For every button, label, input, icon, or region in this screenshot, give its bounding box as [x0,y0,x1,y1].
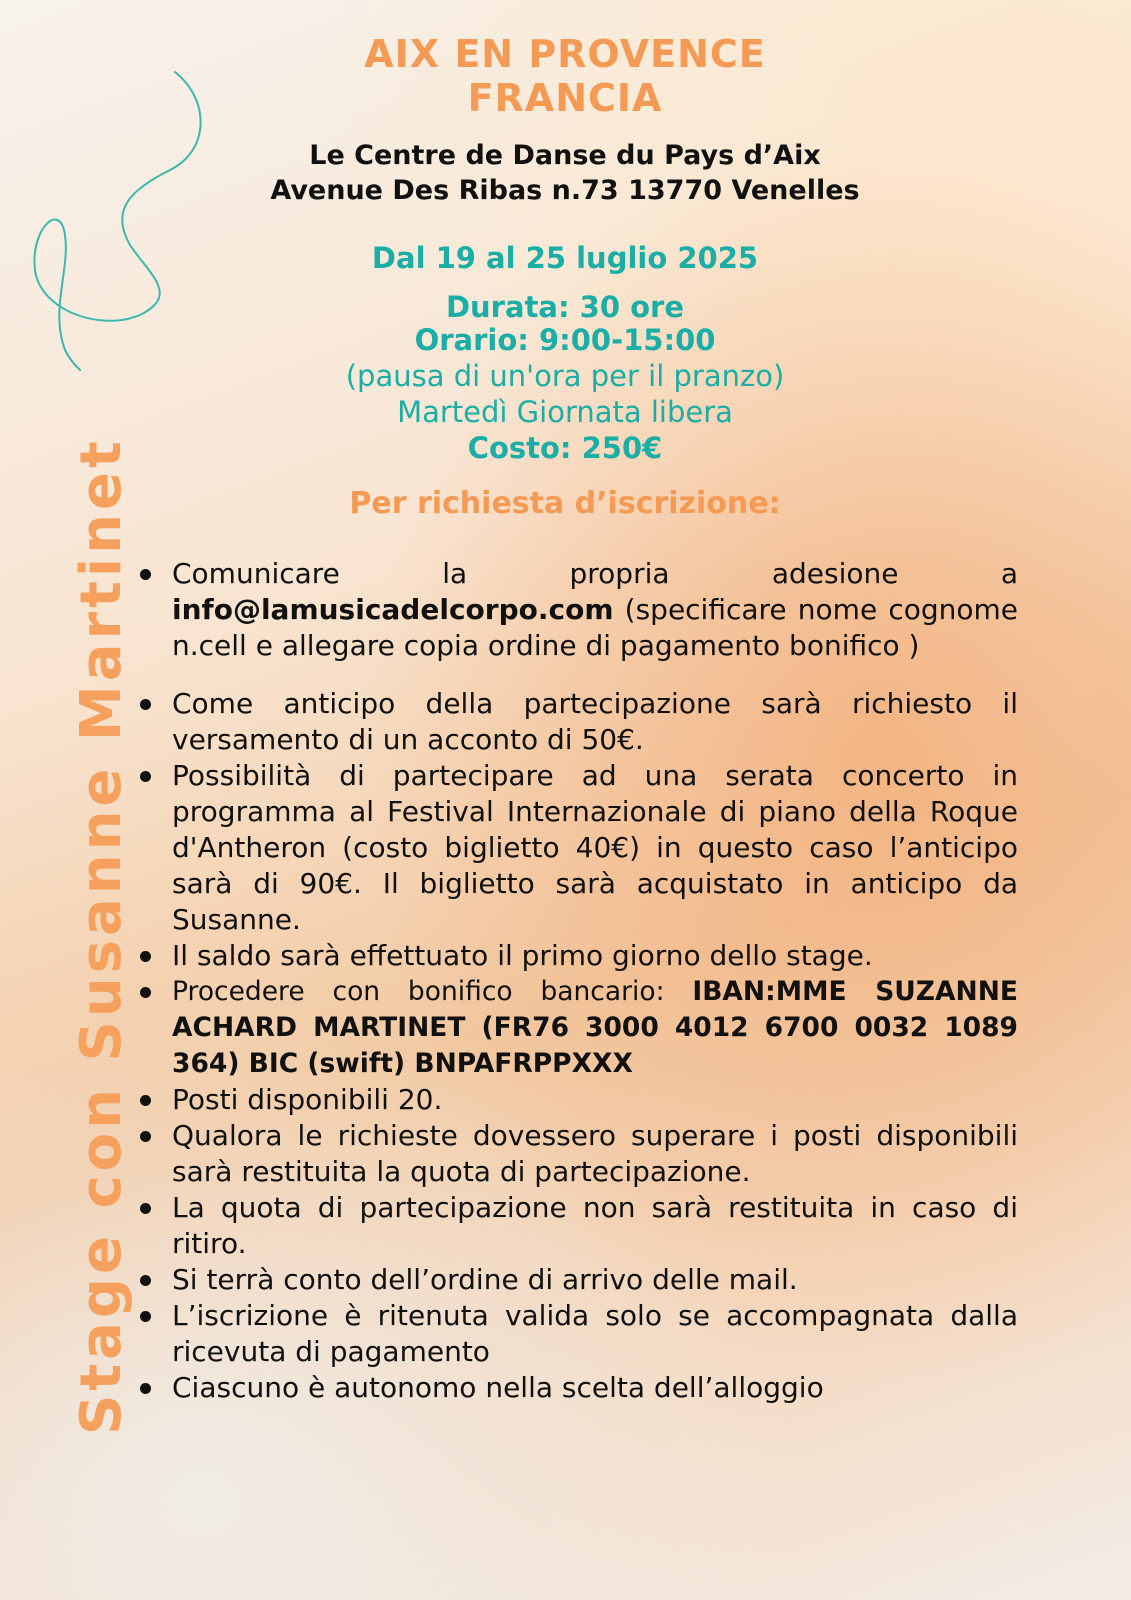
city-heading [180,32,950,120]
dates-block [180,230,950,328]
enroll-heading: Per richiesta d’iscrizione: [349,486,781,521]
list-item: Il saldo sarà effettuato il primo giorno dello stage. [138,938,1018,974]
item-text: Comunicare la propria adesione a [172,557,1018,590]
free-day: Martedì Giornata libera [397,395,733,429]
cost: Costo: 250€ [467,431,663,465]
venue-address: Avenue Des Ribas n.73 13770 Venelles [270,175,860,206]
email-link[interactable]: info@lamusicadelcorpo.com [172,593,614,626]
hours: Orario: 9:00-15:00 [414,323,716,357]
city-line-2: FRANCIA [467,76,663,120]
info-list [138,556,1018,1406]
list-item: L’iscrizione è ritenuta valida solo se accompagnata dalla ricevuta di pagamento [138,1298,1018,1370]
side-title: Stage con Susanne Martinet [69,437,134,1435]
item-text: (specificare nome cognome n.cell e allegare copia ordine di pagamento bonifico ) [172,593,1018,662]
schedule-block [180,322,950,466]
item-text: Procedere con bonifico bancario: [172,976,693,1007]
duration: Durata: 30 ore [445,290,685,324]
list-item: Si terrà conto dell’ordine di arrivo delle mail. [138,1262,1018,1298]
lunch-note: (pausa di un'ora per il pranzo) [345,359,785,393]
date-range: Dal 19 al 25 luglio 2025 [371,241,759,275]
bank-details: IBAN:MME SUZANNE ACHARD MARTINET (FR76 3000 4012 6700 0032 1089 364) BIC (swift) BNPAFRPPXXX [172,976,1018,1079]
list-item [138,556,1018,664]
city-line-1: AIX EN PROVENCE [364,32,766,76]
list-item [138,974,1018,1082]
list-item: Come anticipo della partecipazione sarà richiesto il versamento di un acconto di 50€. [138,686,1018,758]
list-item: Qualora le richieste dovessero superare i posti disponibili sarà restituita la quota di partecipazione. [138,1118,1018,1190]
list-item: Possibilità di partecipare ad una serata concerto in programma al Festival Internazionale di piano della Roque d'Antheron (costo biglietto 40€) in questo caso l’anticipo sarà di 90€. Il biglietto sarà acquistato in anticipo da Susanne. [138,758,1018,938]
venue-block [180,138,950,208]
venue-name: Le Centre de Danse du Pays d’Aix [309,140,821,171]
list-item: La quota di partecipazione non sarà restituita in caso di ritiro. [138,1190,1018,1262]
list-item: Posti disponibili 20. [138,1082,1018,1118]
list-item: Ciascuno è autonomo nella scelta dell’alloggio [138,1370,1018,1406]
